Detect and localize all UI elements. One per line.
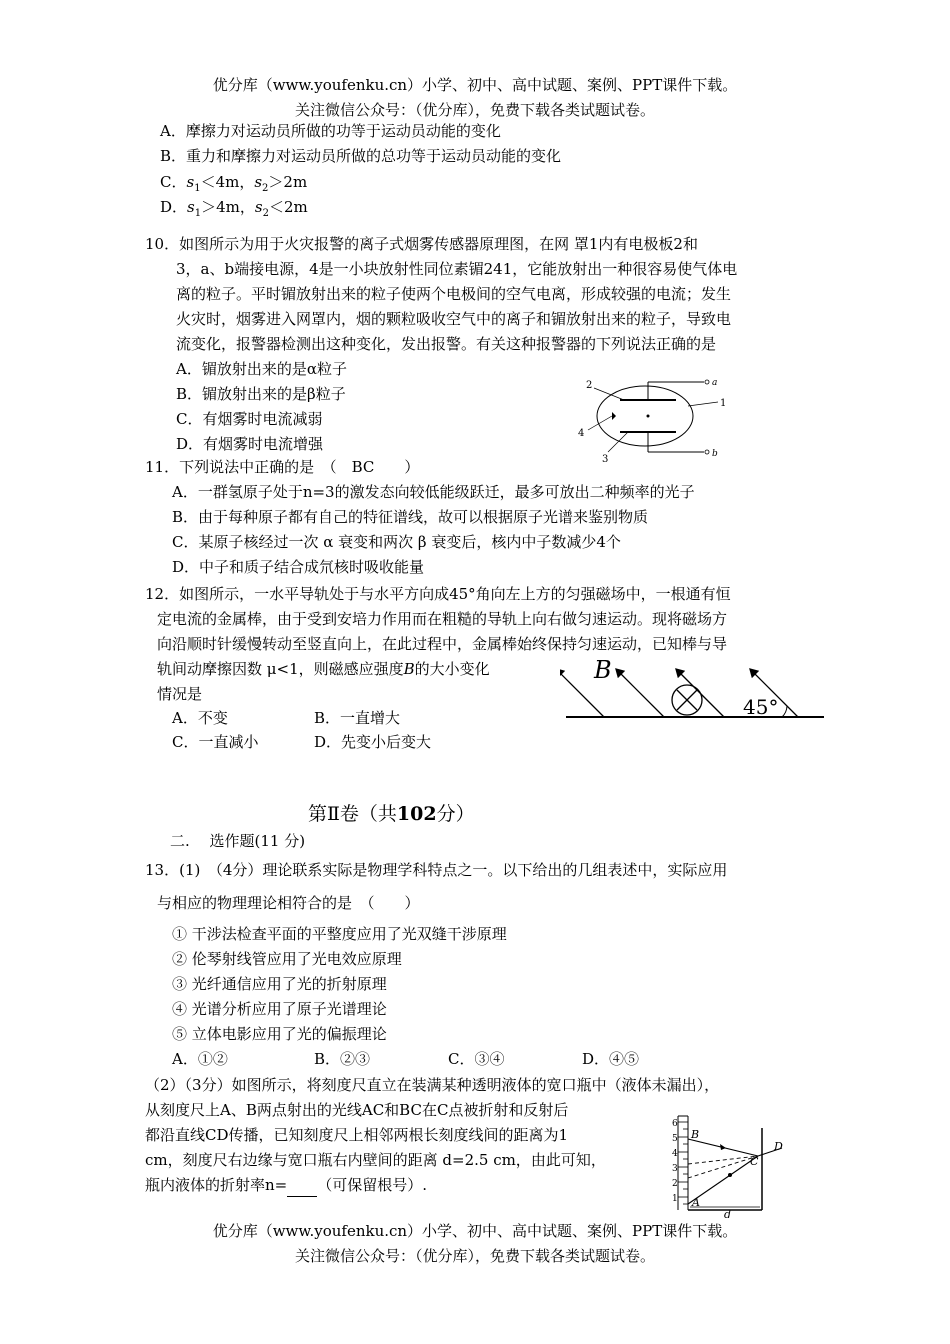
q12-stem-line-2: 定电流的金属棒，由于受到安培力作用而在粗糙的导轨上向右做匀速运动。现将磁场方 [157,610,728,628]
field-line-2 [616,669,664,717]
source-4 [612,412,616,420]
label-1: 1 [720,398,727,409]
q9-option-a: A．摩擦力对运动员所做的功等于运动员动能的变化 [160,122,501,140]
q13-choice-b: B．②③ [314,1050,371,1068]
q13-choice-a: A．①② [172,1050,228,1068]
label-D: D [774,1140,783,1153]
q12-option-d: D．先变小后变大 [314,733,432,751]
q13-part2-line-4: cm，刻度尺右边缘与宽口瓶右内壁间的距离 d=2.5 cm，由此可知， [145,1151,606,1169]
q9-option-c: C．$s_1<4m$，$s_2>2m$ [160,173,308,194]
tick-3: 3 [672,1164,678,1174]
ruler-refraction-figure [672,1108,794,1220]
label-b: b [712,449,718,459]
q10-option-c: C．有烟雾时电流减弱 [176,410,323,428]
q10-option-d: D．有烟雾时电流增强 [176,435,324,453]
q11-option-a: A．一群氢原子处于n=3的激发态向较低能级跃迁，最多可放出二种频率的光子 [172,483,695,501]
magnetic-field-figure [560,650,828,722]
q11-stem: 11．下列说法中正确的是 （ BC ） [145,458,420,476]
q13-part1-line-2: 与相应的物理理论相符合的是 （ ） [157,894,420,912]
q10-option-b: B．镅放射出来的是β粒子 [176,385,346,403]
center-dot [647,415,650,418]
tick-2: 2 [672,1179,678,1189]
q13-item-3: ③ 光纤通信应用了光的折射原理 [172,975,387,993]
q13-choice-d: D．④⑤ [582,1050,640,1068]
q9-option-b: B．重力和摩擦力对运动员所做的总功等于运动员动能的变化 [160,147,562,165]
q10-option-a: A．镅放射出来的是α粒子 [176,360,347,378]
q12-option-b: B．一直增大 [314,709,401,727]
q12-stem-line-3: 向沿顺时针缓慢转动至竖直向上，在此过程中，金属棒始终保持匀速运动，已知棒与导 [157,635,728,653]
q13-item-1: ① 干涉法检查平面的平整度应用了光双缝干涉原理 [172,925,507,943]
q13-part2-line-2: 从刻度尺上A、B两点射出的光线AC和BC在C点被折射和反射后 [145,1101,569,1119]
tick-1: 1 [672,1194,678,1204]
label-A: A [692,1196,700,1209]
dashed-extension-1 [688,1156,758,1178]
tick-6: 6 [672,1119,678,1129]
q12-option-a: A．不变 [172,709,228,727]
q13-part2-line-3: 都沿直线CD传播，已知刻度尺上相邻两根长刻度线间的距离为1 [145,1126,569,1144]
q13-item-2: ② 伦琴射线管应用了光电效应原理 [172,950,402,968]
smoke-sensor-figure [570,372,750,464]
q13-part2-line-1: （2）（3分）如图所示，将刻度尺直立在装满某种透明液体的宽口瓶中（液体未漏出）， [145,1076,720,1094]
q12-option-c: C．一直减小 [172,733,259,751]
q10-stem-line-1: 10．如图所示为用于火灾报警的离子式烟雾传感器原理图，在网 罩1内有电极板2和 [145,235,698,253]
label-3: 3 [602,454,609,464]
q10-stem-line-3: 离的粒子。平时镅放射出来的粒子使两个电极间的空气电离，形成较强的电流；发生 [176,285,732,303]
angle-arc [782,706,787,717]
header-line-1: 优分库（www.youfenku.cn）小学、初中、高中试题、案例、PPT课件下载。 [212,76,738,94]
tick-5: 5 [672,1134,678,1144]
label-4: 4 [578,428,585,439]
q9-option-d: D．$s_1>4m$，$s_2<2m$ [160,198,308,219]
q13-choice-c: C．③④ [448,1050,505,1068]
q13-item-4: ④ 光谱分析应用了原子光谱理论 [172,1000,387,1018]
q10-stem-line-4: 火灾时，烟雾进入网罩内，烟的颗粒吸收空气中的离子和镅放射出来的粒子，导致电 [176,310,732,328]
label-B: B [594,656,612,684]
header-line-2: 关注微信公众号：（优分库），免费下载各类试题试卷。 [294,101,655,119]
label-d: d [724,1208,732,1220]
label-B: B [691,1128,700,1141]
footer-line-2: 关注微信公众号：（优分库），免费下载各类试题试卷。 [294,1247,655,1265]
q12-stem-line-5: 情况是 [157,685,203,703]
label-2: 2 [586,380,593,391]
q12-stem-line-1: 12．如图所示，一水平导轨处于与水平方向成45°角向左上方的匀强磁场中，一根通有恒 [145,585,731,603]
answer-blank[interactable] [287,1174,317,1197]
label-C: C [750,1155,759,1168]
footer-line-1: 优分库（www.youfenku.cn）小学、初中、高中试题、案例、PPT课件下载。 [212,1222,738,1240]
q13-item-5: ⑤ 立体电影应用了光的偏振理论 [172,1025,387,1043]
q13-part1-line-1: 13．(1) （4分）理论联系实际是物理学科特点之一。以下给出的几组表述中，实际应用 [145,861,728,879]
tick-4: 4 [672,1149,678,1159]
q11-option-d: D．中子和质子结合成氘核时吸收能量 [172,558,425,576]
q13-part2-line-5: 瓶内液体的折射率n= （可保留根号）. [145,1174,427,1197]
q12-stem-line-4: 轨间动摩擦因数 μ<1，则磁感应强度B的大小变化 [157,660,490,678]
section-two-heading: 二. 选作题(11 分) [170,832,306,850]
label-45: 45° [743,695,779,719]
q10-stem-line-2: 3，a、b端接电源，4是一小块放射性同位素镅241，它能放射出一种很容易使气体电 [176,260,738,278]
part2-title: 第Ⅱ卷（共102分） [308,803,475,825]
label-a: a [712,378,718,388]
q11-option-c: C．某原子核经过一次 α 衰变和两次 β 衰变后，核内中子数减少4个 [172,533,621,551]
q10-stem-line-5: 流变化，报警器检测出这种变化，发出报警。有关这种报警器的下列说法正确的是 [176,335,717,353]
q11-option-b: B．由于每种原子都有自己的特征谱线，故可以根据原子光谱来鉴别物质 [172,508,649,526]
